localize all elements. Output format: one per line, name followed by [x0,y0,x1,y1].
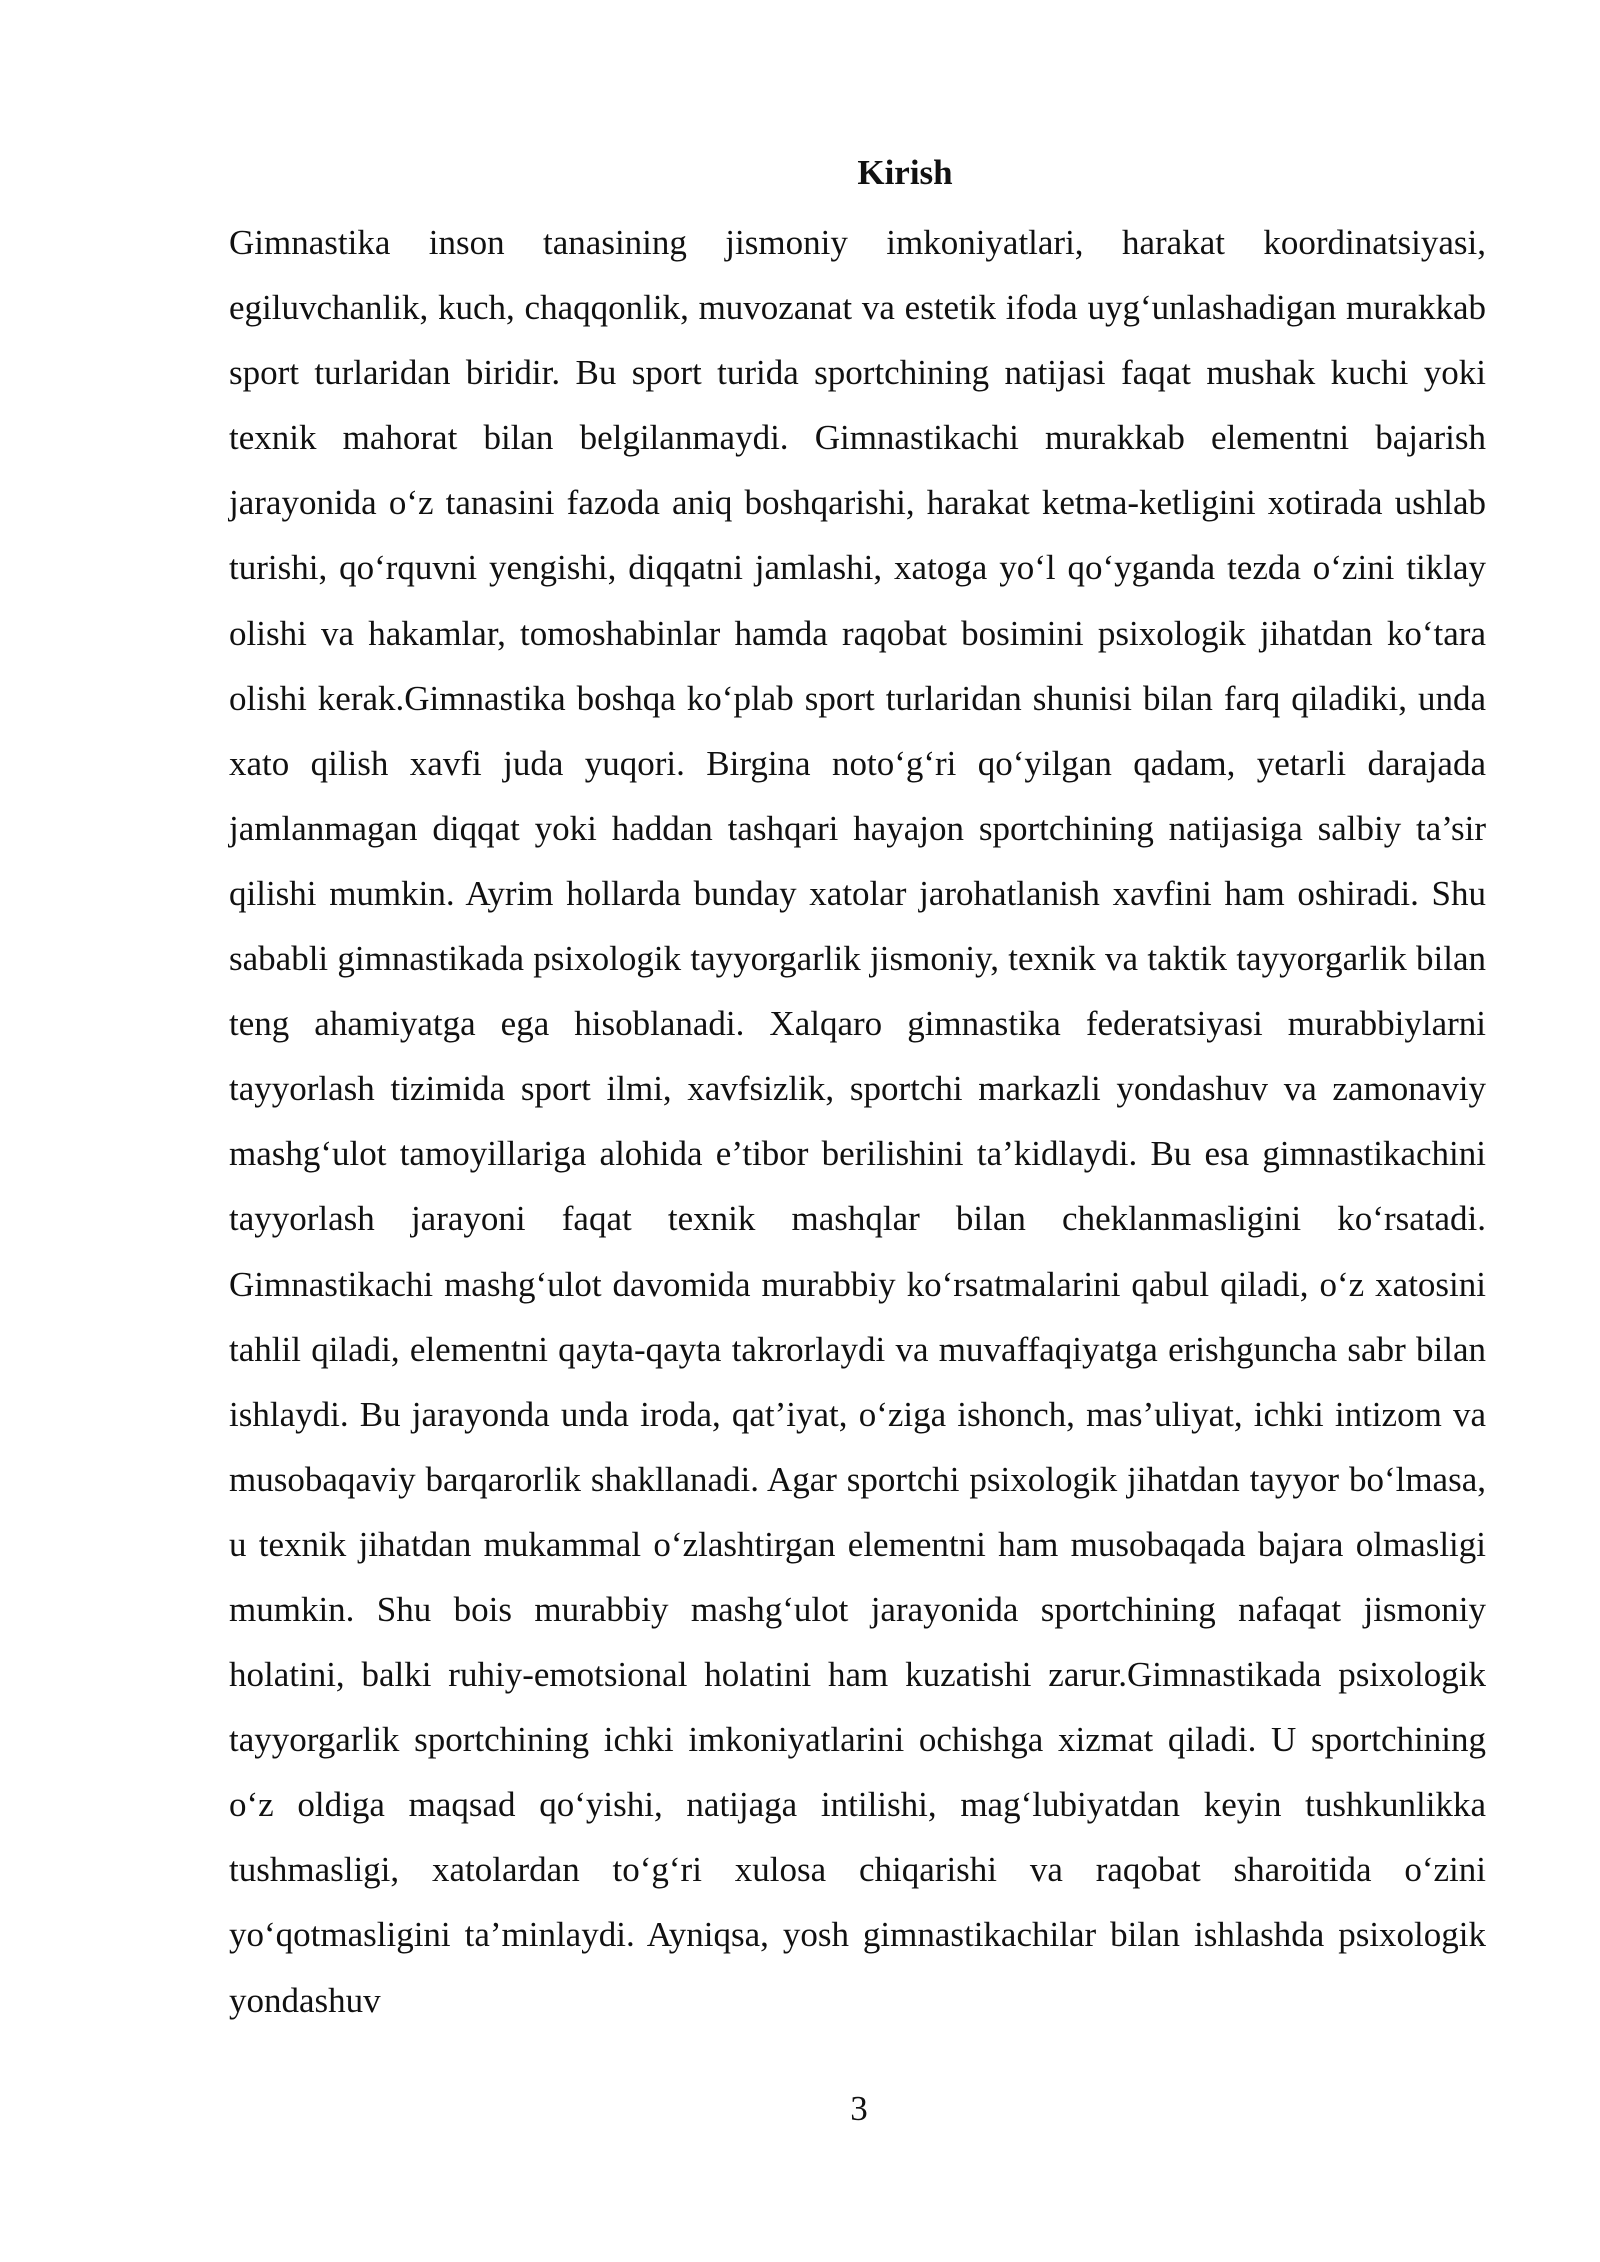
page-title: Kirish [857,153,953,192]
body-paragraph: Gimnastika inson tanasining jismoniy imkoniyatlari, harakat koordinatsiyasi, egiluvchanlik, kuch, chaqqonlik, muvozanat va estetik ifoda uyg‘unlashadigan murakkab sport turlaridan biridir. Bu sport turida sportchining natijasi faqat mushak kuchi yoki texnik mahorat bilan belgilanmaydi. Gimnastikachi murakkab elementni bajarish jarayonida o‘z tanasini fazoda aniq boshqarishi, harakat ketma-ketligini xotirada ushlab turishi, qo‘rquvni yengishi, diqqatni jamlashi, xatoga yo‘l qo‘yganda tezda o‘zini tiklay olishi va hakamlar, tomoshabinlar hamda raqobat bosimini psixologik jihatdan ko‘tara olishi kerak.Gimnastika boshqa ko‘plab sport turlaridan shunisi bilan farq qiladiki, unda xato qilish xavfi juda yuqori. Birgina noto‘g‘ri qo‘yilgan qadam, yetarli darajada jamlanmagan diqqat yoki haddan tashqari hayajon sportchining natijasiga salbiy ta’sir qilishi mumkin. Ayrim hollarda bunday xatolar jarohatlanish xavfini ham oshiradi. Shu sababli gimnastikada psixologik tayyorgarlik jismoniy, texnik va taktik tayyorgarlik bilan teng ahamiyatga ega hisoblanadi. Xalqaro gimnastika federatsiyasi murabbiylarni tayyorlash tizimida sport ilmi, xavfsizlik, sportchi markazli yondashuv va zamonaviy mashg‘ulot tamoyillariga alohida e’tibor berilishini ta’kidlaydi. Bu esa gimnastikachini tayyorlash jarayoni faqat texnik mashqlar bilan cheklanmasligini ko‘rsatadi. Gimnastikachi mashg‘ulot davomida murabbiy ko‘rsatmalarini qabul qiladi, o‘z xatosini tahlil qiladi, elementni qayta-qayta takrorlaydi va muvaffaqiyatga erishguncha sabr bilan ishlaydi. Bu jarayonda unda iroda, qat’iyat, o‘ziga ishonch, mas’uliyat, ichki intizom va musobaqaviy barqarorlik shakllanadi. Agar sportchi psixologik jihatdan tayyor bo‘lmasa, u texnik jihatdan mukammal o‘zlashtirgan elementni ham musobaqada bajara olmasligi mumkin. Shu bois murabbiy mashg‘ulot jarayonida sportchining nafaqat jismoniy holatini, balki ruhiy-emotsional holatini ham kuzatishi zarur.Gimnastikada psixologik tayyorgarlik sportchining ichki imkoniyatlarini ochishga xizmat qiladi. U sportchining o‘z oldiga maqsad qo‘yishi, natijaga intilishi, mag‘lubiyatdan keyin tushkunlikka tushmasligi, xatolardan to‘g‘ri xulosa chiqarishi va raqobat sharoitida o‘zini yo‘qotmasligini ta’minlaydi. Ayniqsa, yosh gimnastikachilar bilan ishlashda psixologik yondashuv [229,223,1486,2020]
page-number: 3 [850,2089,868,2128]
